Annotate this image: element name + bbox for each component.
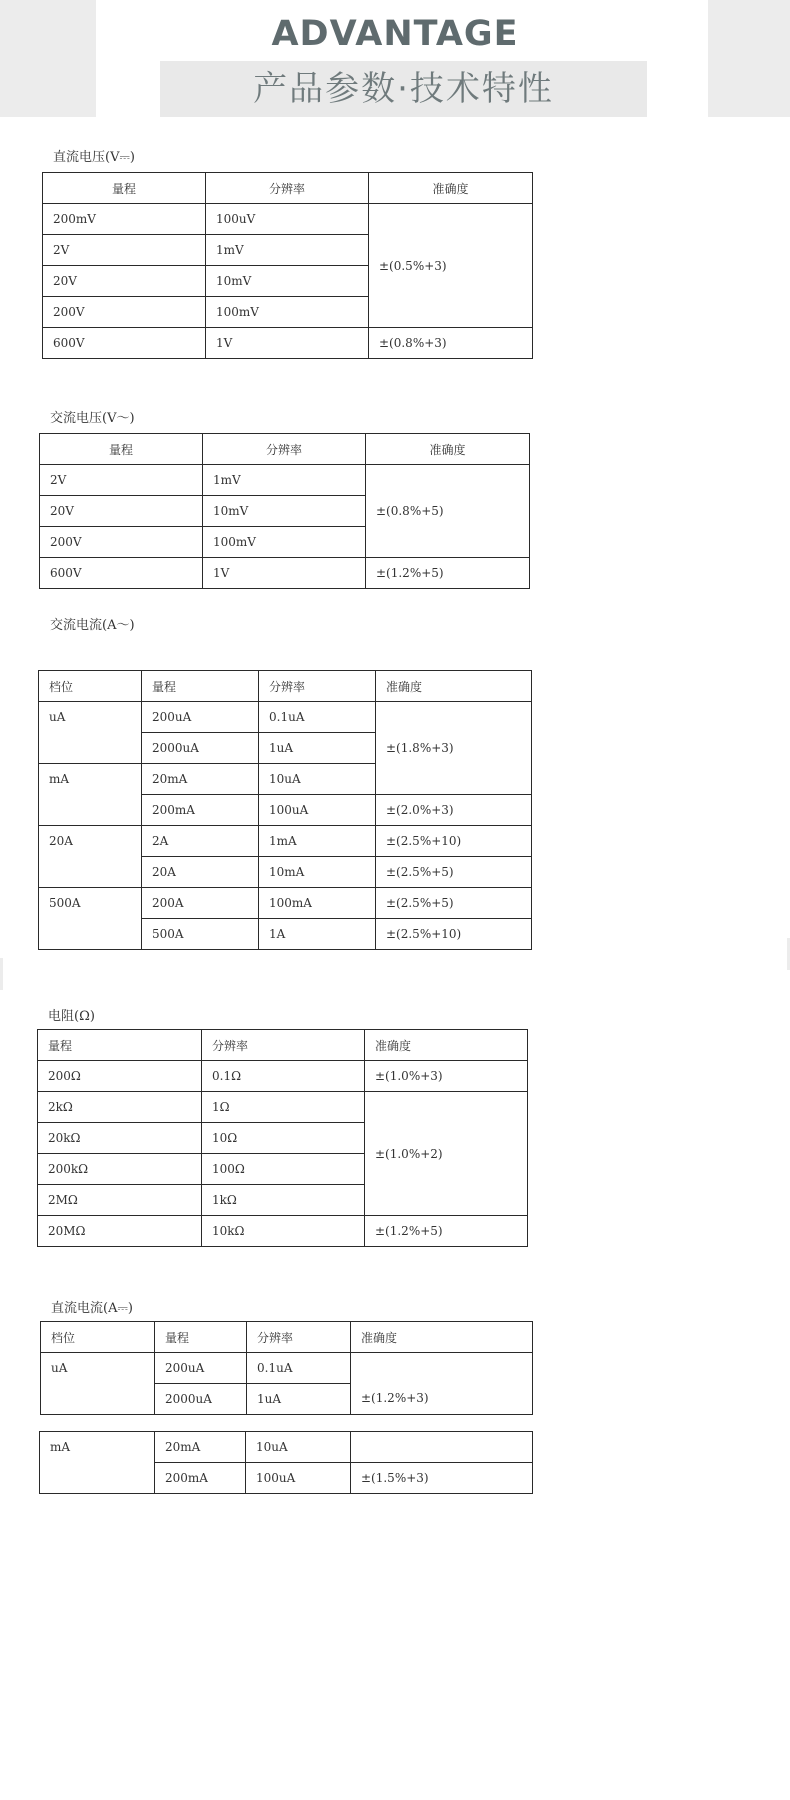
range-cell: 200mA (142, 795, 259, 826)
header-accuracy: 准确度 (365, 1030, 528, 1061)
resolution-cell: 100uA (246, 1463, 351, 1494)
range-cell: 200uA (155, 1353, 247, 1384)
ac-current-table (38, 670, 532, 950)
section-title-resistance: 电阻(Ω) (48, 1009, 95, 1024)
header-position: 档位 (41, 1322, 155, 1353)
header-range: 量程 (155, 1322, 247, 1353)
dc-current-table-ma (39, 1431, 533, 1494)
position-cell: mA (39, 764, 142, 826)
range-cell: 2kΩ (38, 1092, 202, 1123)
range-cell: 20mA (142, 764, 259, 795)
dc-current-table-ua (40, 1321, 533, 1415)
table-row (43, 328, 533, 359)
position-cell: uA (41, 1353, 155, 1415)
accuracy-cell: ±(2.5%+5) (376, 888, 532, 919)
range-cell: 200V (43, 297, 206, 328)
resolution-cell: 10Ω (202, 1123, 365, 1154)
accuracy-cell: ±(0.8%+3) (369, 328, 533, 359)
header-position: 档位 (39, 671, 142, 702)
table-row (41, 1353, 533, 1384)
resolution-cell: 10kΩ (202, 1216, 365, 1247)
brand-title: ADVANTAGE (271, 14, 519, 54)
resolution-cell: 1V (206, 328, 369, 359)
table-row (38, 1092, 528, 1123)
accuracy-cell: ±(2.5%+5) (376, 857, 532, 888)
range-cell: 200uA (142, 702, 259, 733)
section-title-dc-current: 直流电流(A⎓) (51, 1301, 133, 1316)
range-cell: 600V (43, 328, 206, 359)
range-cell: 2MΩ (38, 1185, 202, 1216)
resolution-cell: 1mV (206, 235, 369, 266)
resolution-cell: 1mA (259, 826, 376, 857)
position-cell: 500A (39, 888, 142, 950)
resolution-cell: 1kΩ (202, 1185, 365, 1216)
range-cell: 20kΩ (38, 1123, 202, 1154)
resolution-cell: 0.1uA (247, 1353, 351, 1384)
range-cell: 200kΩ (38, 1154, 202, 1185)
accuracy-cell: ±(1.8%+3) (376, 702, 532, 795)
range-cell: 20mA (155, 1432, 246, 1463)
resolution-cell: 100uA (259, 795, 376, 826)
header-resolution: 分辨率 (202, 1030, 365, 1061)
resolution-cell: 10mV (206, 266, 369, 297)
resolution-cell: 100uV (206, 204, 369, 235)
accuracy-cell: ±(1.2%+5) (365, 1216, 528, 1247)
range-cell: 20V (40, 496, 203, 527)
dc-voltage-table (42, 172, 533, 359)
accuracy-cell (351, 1432, 533, 1463)
position-cell: 20A (39, 826, 142, 888)
range-cell: 2000uA (142, 733, 259, 764)
header-range: 量程 (40, 434, 203, 465)
resolution-cell: 1uA (247, 1384, 351, 1415)
accuracy-cell: ±(1.2%+5) (366, 558, 530, 589)
resolution-cell: 1mV (203, 465, 366, 496)
resolution-cell: 1V (203, 558, 366, 589)
table-header-row (39, 671, 532, 702)
header-range: 量程 (43, 173, 206, 204)
accuracy-cell: ±(2.5%+10) (376, 919, 532, 950)
accuracy-cell: ±(2.0%+3) (376, 795, 532, 826)
table-row (38, 1216, 528, 1247)
range-cell: 20MΩ (38, 1216, 202, 1247)
table-row (40, 558, 530, 589)
ac-voltage-table (39, 433, 530, 589)
accuracy-cell: ±(1.0%+3) (365, 1061, 528, 1092)
table-row (39, 702, 532, 733)
range-cell: 2A (142, 826, 259, 857)
header-resolution: 分辨率 (206, 173, 369, 204)
page-subtitle: 产品参数·技术特性 (160, 61, 647, 117)
resolution-cell: 1Ω (202, 1092, 365, 1123)
resolution-cell: 10uA (246, 1432, 351, 1463)
header-accuracy: 准确度 (376, 671, 532, 702)
range-cell: 20V (43, 266, 206, 297)
range-cell: 2V (40, 465, 203, 496)
section-title-ac-current: 交流电流(A～) (50, 618, 135, 633)
table-header-row (40, 434, 530, 465)
range-cell: 200mA (155, 1463, 246, 1494)
range-cell: 600V (40, 558, 203, 589)
header-accuracy: 准确度 (351, 1322, 533, 1353)
table-header-row (41, 1322, 533, 1353)
resolution-cell: 0.1uA (259, 702, 376, 733)
header-range: 量程 (142, 671, 259, 702)
resolution-cell: 10mV (203, 496, 366, 527)
resolution-cell: 100mV (206, 297, 369, 328)
table-row (43, 204, 533, 235)
range-cell: 200mV (43, 204, 206, 235)
resolution-cell: 100mV (203, 527, 366, 558)
accuracy-cell: ±(0.5%+3) (369, 204, 533, 328)
resolution-cell: 100Ω (202, 1154, 365, 1185)
section-title-dc-voltage: 直流电压(V⎓) (53, 150, 135, 165)
header-accuracy: 准确度 (369, 173, 533, 204)
range-cell: 200Ω (38, 1061, 202, 1092)
table-row (39, 888, 532, 919)
resolution-cell: 1uA (259, 733, 376, 764)
resolution-cell: 10uA (259, 764, 376, 795)
section-title-ac-voltage: 交流电压(V～) (50, 411, 135, 426)
header-range: 量程 (38, 1030, 202, 1061)
range-cell: 200A (142, 888, 259, 919)
resolution-cell: 0.1Ω (202, 1061, 365, 1092)
accuracy-cell: ±(1.2%+3) (351, 1353, 533, 1415)
position-cell: mA (40, 1432, 155, 1494)
header-resolution: 分辨率 (203, 434, 366, 465)
accuracy-cell: ±(1.0%+2) (365, 1092, 528, 1216)
resistance-table (37, 1029, 528, 1247)
header-resolution: 分辨率 (247, 1322, 351, 1353)
resolution-cell: 1A (259, 919, 376, 950)
table-row (38, 1061, 528, 1092)
header-resolution: 分辨率 (259, 671, 376, 702)
table-row (39, 826, 532, 857)
resolution-cell: 10mA (259, 857, 376, 888)
position-cell: uA (39, 702, 142, 764)
resolution-cell: 100mA (259, 888, 376, 919)
table-header-row (38, 1030, 528, 1061)
edge-mark-left (0, 958, 3, 990)
table-row (40, 1432, 533, 1463)
table-row (40, 465, 530, 496)
accuracy-cell: ±(1.5%+3) (351, 1463, 533, 1494)
range-cell: 20A (142, 857, 259, 888)
table-header-row (43, 173, 533, 204)
range-cell: 2V (43, 235, 206, 266)
accuracy-cell: ±(2.5%+10) (376, 826, 532, 857)
header-accuracy: 准确度 (366, 434, 530, 465)
accuracy-cell: ±(0.8%+5) (366, 465, 530, 558)
range-cell: 2000uA (155, 1384, 247, 1415)
range-cell: 500A (142, 919, 259, 950)
range-cell: 200V (40, 527, 203, 558)
